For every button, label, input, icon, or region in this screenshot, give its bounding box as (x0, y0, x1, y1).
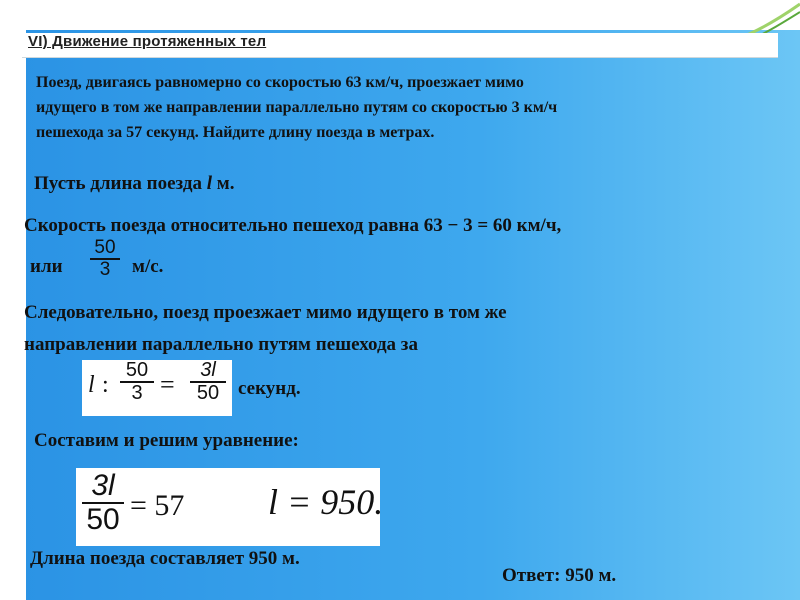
problem-line-1: Поезд, двигаясь равномерно со скоростью 63 км/ч, проезжает мимо (36, 74, 524, 91)
expr-result-numerator: 3l (200, 359, 216, 381)
therefore-line-1: Следовательно, поезд проезжает мимо идущего в том же (24, 302, 507, 323)
conclusion-text: Длина поезда составляет 950 м. (30, 548, 300, 569)
equation-denominator: 50 (86, 502, 120, 536)
equation-fraction-3l-over-50 (82, 470, 124, 535)
problem-line-2: идущего в том же направлении параллельно путям со скоростью 3 км/ч (36, 99, 558, 116)
relative-speed-line: Скорость поезда относительно пешеход равна 63 − 3 = 60 км/ч, (24, 215, 562, 236)
result-equation (268, 481, 383, 523)
equation-intro: Составим и решим уравнение: (34, 430, 299, 451)
equation-numerator: 3l (91, 469, 115, 502)
expr-fraction-numerator: 50 (125, 359, 149, 381)
or-prefix: или (30, 256, 63, 277)
expr-result-denominator: 50 (196, 382, 220, 404)
expr-equals: = (160, 370, 175, 399)
problem-line-3: пешехода за 57 секунд. Найдите длину поезда в метрах. (36, 124, 435, 141)
expr-fraction-denominator: 3 (131, 382, 143, 404)
problem-statement (36, 70, 766, 145)
fraction-numerator: 50 (94, 237, 116, 258)
expr-colon: : (102, 372, 109, 398)
expr-l: l (88, 372, 95, 398)
top-white-strip (0, 0, 800, 30)
let-variable: l (206, 173, 212, 194)
left-white-strip (0, 0, 26, 600)
seconds-label: секунд. (238, 378, 301, 399)
therefore-line-2: направлении параллельно путям пешехода за (24, 334, 418, 355)
answer-text: Ответ: 950 м. (502, 565, 617, 586)
let-suffix: м. (212, 173, 235, 194)
expr-fraction-3l-over-50 (190, 360, 226, 404)
fraction-50-over-3 (90, 238, 120, 280)
slide-title: VI) Движение протяженных тел (28, 33, 267, 50)
expr-fraction-50-over-3 (120, 360, 154, 404)
let-statement (34, 173, 234, 195)
result-equation-text: l = 950. (268, 482, 384, 522)
speed-unit: м/с. (132, 256, 164, 277)
equation-rhs: = 57 (130, 489, 185, 522)
fraction-denominator: 3 (99, 258, 111, 280)
let-prefix: Пусть длина поезда (34, 173, 207, 194)
